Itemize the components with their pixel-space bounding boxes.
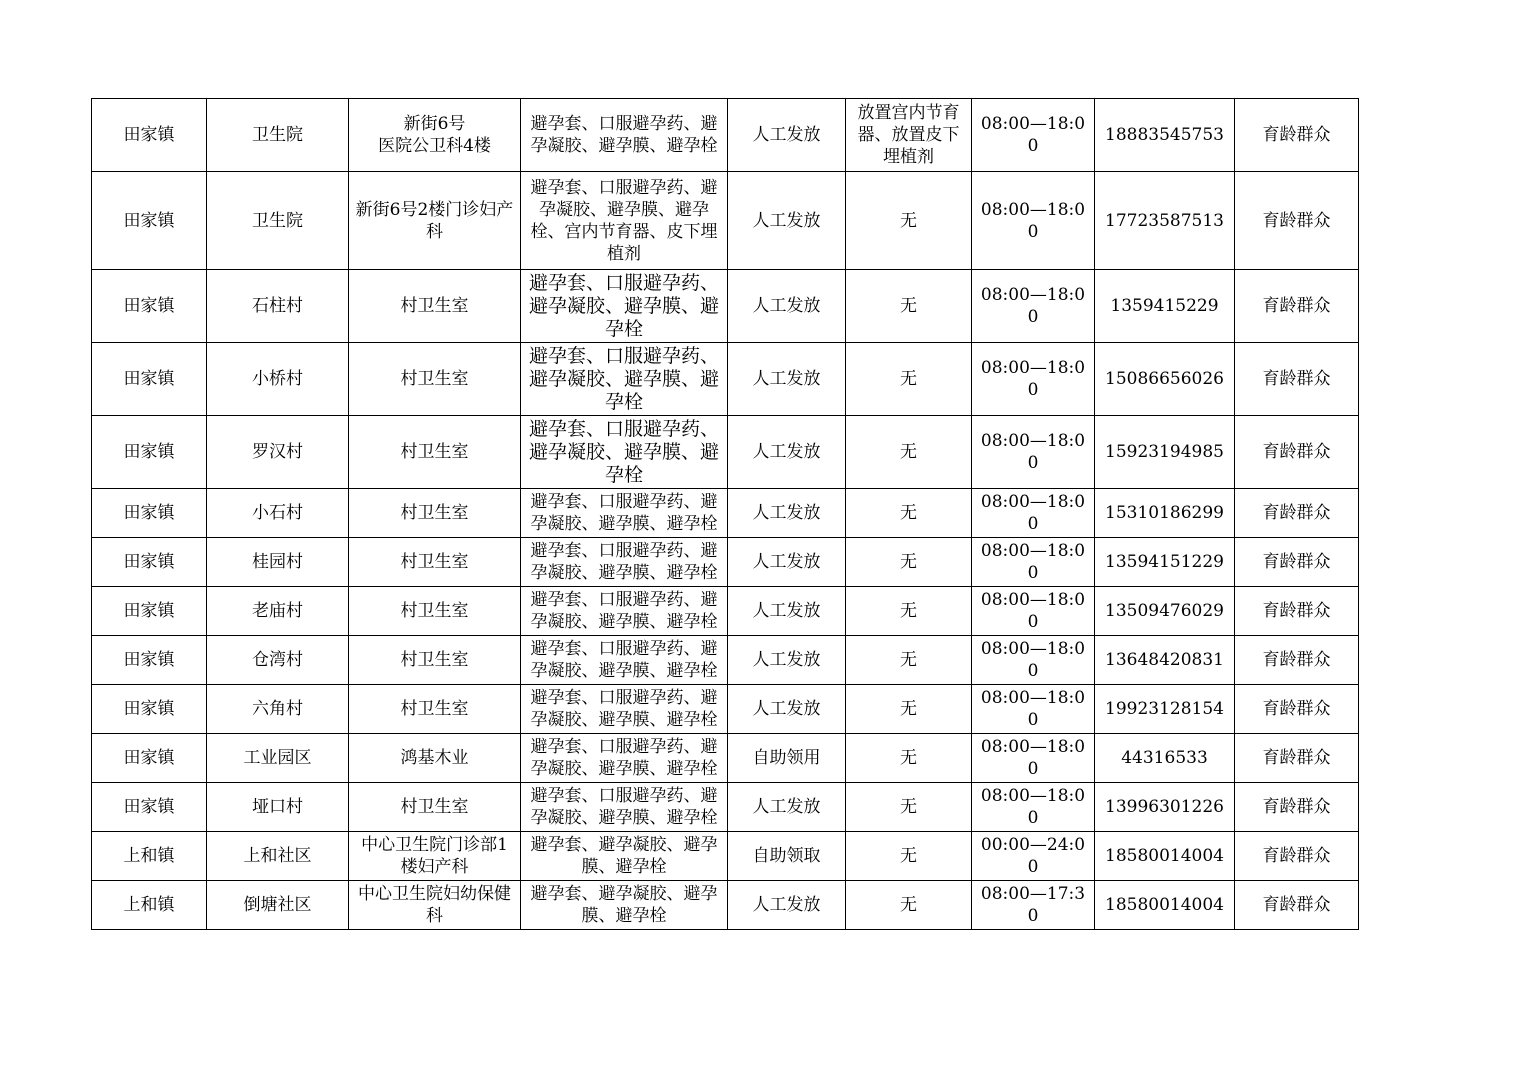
table-row (92, 587, 1359, 636)
hours-cell: 08:00—18:00 (972, 172, 1095, 270)
address-cell: 中心卫生院门诊部1楼妇产科 (349, 832, 521, 881)
address-cell: 村卫生室 (349, 270, 521, 343)
target-cell: 育龄群众 (1235, 270, 1359, 343)
table-row (92, 99, 1359, 172)
town-cell: 田家镇 (92, 489, 207, 538)
unit-cell: 工业园区 (207, 734, 349, 783)
town-cell: 田家镇 (92, 343, 207, 416)
town-cell: 上和镇 (92, 832, 207, 881)
methods-cell: 避孕套、口服避孕药、避孕凝胶、避孕膜、避孕栓 (521, 636, 728, 685)
unit-cell: 小石村 (207, 489, 349, 538)
target-cell: 育龄群众 (1235, 587, 1359, 636)
phone-cell: 44316533 (1095, 734, 1235, 783)
hours-cell: 08:00—18:00 (972, 538, 1095, 587)
mode-cell: 人工发放 (728, 636, 846, 685)
address-cell: 村卫生室 (349, 416, 521, 489)
unit-cell: 桂园村 (207, 538, 349, 587)
methods-cell: 避孕套、口服避孕药、避孕凝胶、避孕膜、避孕栓 (521, 538, 728, 587)
long-acting-cell: 无 (846, 734, 972, 783)
town-cell: 田家镇 (92, 636, 207, 685)
long-acting-cell: 无 (846, 270, 972, 343)
unit-cell: 老庙村 (207, 587, 349, 636)
hours-cell: 08:00—18:00 (972, 636, 1095, 685)
town-cell: 田家镇 (92, 734, 207, 783)
target-cell: 育龄群众 (1235, 172, 1359, 270)
long-acting-cell: 无 (846, 538, 972, 587)
unit-cell: 石柱村 (207, 270, 349, 343)
mode-cell: 人工发放 (728, 172, 846, 270)
table-row (92, 832, 1359, 881)
town-cell: 田家镇 (92, 587, 207, 636)
unit-cell: 垭口村 (207, 783, 349, 832)
address-cell: 村卫生室 (349, 343, 521, 416)
address-cell: 村卫生室 (349, 636, 521, 685)
hours-cell: 08:00—18:00 (972, 343, 1095, 416)
town-cell: 田家镇 (92, 270, 207, 343)
mode-cell: 人工发放 (728, 489, 846, 538)
target-cell: 育龄群众 (1235, 343, 1359, 416)
unit-cell: 卫生院 (207, 99, 349, 172)
unit-cell: 上和社区 (207, 832, 349, 881)
mode-cell: 人工发放 (728, 685, 846, 734)
unit-cell: 六角村 (207, 685, 349, 734)
long-acting-cell: 无 (846, 343, 972, 416)
phone-cell: 13648420831 (1095, 636, 1235, 685)
methods-cell: 避孕套、口服避孕药、避孕凝胶、避孕膜、避孕栓 (521, 783, 728, 832)
mode-cell: 人工发放 (728, 783, 846, 832)
address-cell: 新街6号2楼门诊妇产科 (349, 172, 521, 270)
methods-cell: 避孕套、口服避孕药、避孕凝胶、避孕膜、避孕栓 (521, 489, 728, 538)
mode-cell: 人工发放 (728, 270, 846, 343)
long-acting-cell: 放置宫内节育器、放置皮下埋植剂 (846, 99, 972, 172)
phone-cell: 17723587513 (1095, 172, 1235, 270)
long-acting-cell: 无 (846, 685, 972, 734)
hours-cell: 08:00—17:30 (972, 881, 1095, 930)
unit-cell: 卫生院 (207, 172, 349, 270)
target-cell: 育龄群众 (1235, 685, 1359, 734)
mode-cell: 人工发放 (728, 343, 846, 416)
table-row (92, 343, 1359, 416)
address-cell: 村卫生室 (349, 783, 521, 832)
hours-cell: 08:00—18:00 (972, 587, 1095, 636)
table-row (92, 783, 1359, 832)
hours-cell: 08:00—18:00 (972, 99, 1095, 172)
address-cell: 村卫生室 (349, 685, 521, 734)
hours-cell: 08:00—18:00 (972, 416, 1095, 489)
target-cell: 育龄群众 (1235, 734, 1359, 783)
methods-cell: 避孕套、口服避孕药、避孕凝胶、避孕膜、避孕栓 (521, 270, 728, 343)
town-cell: 田家镇 (92, 783, 207, 832)
table-row (92, 172, 1359, 270)
town-cell: 田家镇 (92, 172, 207, 270)
target-cell: 育龄群众 (1235, 783, 1359, 832)
long-acting-cell: 无 (846, 832, 972, 881)
methods-cell: 避孕套、口服避孕药、避孕凝胶、避孕膜、避孕栓 (521, 734, 728, 783)
methods-cell: 避孕套、口服避孕药、避孕凝胶、避孕膜、避孕栓 (521, 587, 728, 636)
phone-cell: 13509476029 (1095, 587, 1235, 636)
table-row (92, 636, 1359, 685)
phone-cell: 1359415229 (1095, 270, 1235, 343)
target-cell: 育龄群众 (1235, 636, 1359, 685)
target-cell: 育龄群众 (1235, 99, 1359, 172)
hours-cell: 08:00—18:00 (972, 734, 1095, 783)
phone-cell: 13594151229 (1095, 538, 1235, 587)
phone-cell: 19923128154 (1095, 685, 1235, 734)
mode-cell: 人工发放 (728, 416, 846, 489)
target-cell: 育龄群众 (1235, 881, 1359, 930)
address-cell: 中心卫生院妇幼保健科 (349, 881, 521, 930)
methods-cell: 避孕套、口服避孕药、避孕凝胶、避孕膜、避孕栓 (521, 416, 728, 489)
address-cell: 村卫生室 (349, 538, 521, 587)
long-acting-cell: 无 (846, 489, 972, 538)
hours-cell: 08:00—18:00 (972, 783, 1095, 832)
town-cell: 田家镇 (92, 538, 207, 587)
address-cell: 新街6号 医院公卫科4楼 (349, 99, 521, 172)
unit-cell: 罗汉村 (207, 416, 349, 489)
long-acting-cell: 无 (846, 416, 972, 489)
mode-cell: 人工发放 (728, 881, 846, 930)
long-acting-cell: 无 (846, 587, 972, 636)
methods-cell: 避孕套、口服避孕药、避孕凝胶、避孕膜、避孕栓、宫内节育器、皮下埋植剂 (521, 172, 728, 270)
mode-cell: 人工发放 (728, 538, 846, 587)
distribution-points-table (91, 98, 1359, 930)
hours-cell: 08:00—18:00 (972, 489, 1095, 538)
methods-cell: 避孕套、口服避孕药、避孕凝胶、避孕膜、避孕栓 (521, 343, 728, 416)
long-acting-cell: 无 (846, 172, 972, 270)
table-row (92, 489, 1359, 538)
methods-cell: 避孕套、避孕凝胶、避孕膜、避孕栓 (521, 881, 728, 930)
table-row (92, 685, 1359, 734)
town-cell: 田家镇 (92, 416, 207, 489)
hours-cell: 08:00—18:00 (972, 685, 1095, 734)
table-row (92, 538, 1359, 587)
address-cell: 村卫生室 (349, 587, 521, 636)
target-cell: 育龄群众 (1235, 832, 1359, 881)
hours-cell: 08:00—18:00 (972, 270, 1095, 343)
methods-cell: 避孕套、避孕凝胶、避孕膜、避孕栓 (521, 832, 728, 881)
target-cell: 育龄群众 (1235, 416, 1359, 489)
table-row (92, 416, 1359, 489)
table-row (92, 270, 1359, 343)
methods-cell: 避孕套、口服避孕药、避孕凝胶、避孕膜、避孕栓 (521, 99, 728, 172)
town-cell: 田家镇 (92, 685, 207, 734)
table-row (92, 734, 1359, 783)
address-cell: 村卫生室 (349, 489, 521, 538)
table-row (92, 881, 1359, 930)
town-cell: 田家镇 (92, 99, 207, 172)
phone-cell: 15310186299 (1095, 489, 1235, 538)
phone-cell: 18883545753 (1095, 99, 1235, 172)
phone-cell: 18580014004 (1095, 881, 1235, 930)
mode-cell: 自助领取 (728, 832, 846, 881)
long-acting-cell: 无 (846, 783, 972, 832)
phone-cell: 15923194985 (1095, 416, 1235, 489)
phone-cell: 18580014004 (1095, 832, 1235, 881)
mode-cell: 人工发放 (728, 99, 846, 172)
target-cell: 育龄群众 (1235, 538, 1359, 587)
address-cell: 鸿基木业 (349, 734, 521, 783)
unit-cell: 小桥村 (207, 343, 349, 416)
phone-cell: 15086656026 (1095, 343, 1235, 416)
phone-cell: 13996301226 (1095, 783, 1235, 832)
unit-cell: 仓湾村 (207, 636, 349, 685)
long-acting-cell: 无 (846, 636, 972, 685)
target-cell: 育龄群众 (1235, 489, 1359, 538)
mode-cell: 自助领用 (728, 734, 846, 783)
methods-cell: 避孕套、口服避孕药、避孕凝胶、避孕膜、避孕栓 (521, 685, 728, 734)
mode-cell: 人工发放 (728, 587, 846, 636)
hours-cell: 00:00—24:00 (972, 832, 1095, 881)
long-acting-cell: 无 (846, 881, 972, 930)
unit-cell: 倒塘社区 (207, 881, 349, 930)
town-cell: 上和镇 (92, 881, 207, 930)
